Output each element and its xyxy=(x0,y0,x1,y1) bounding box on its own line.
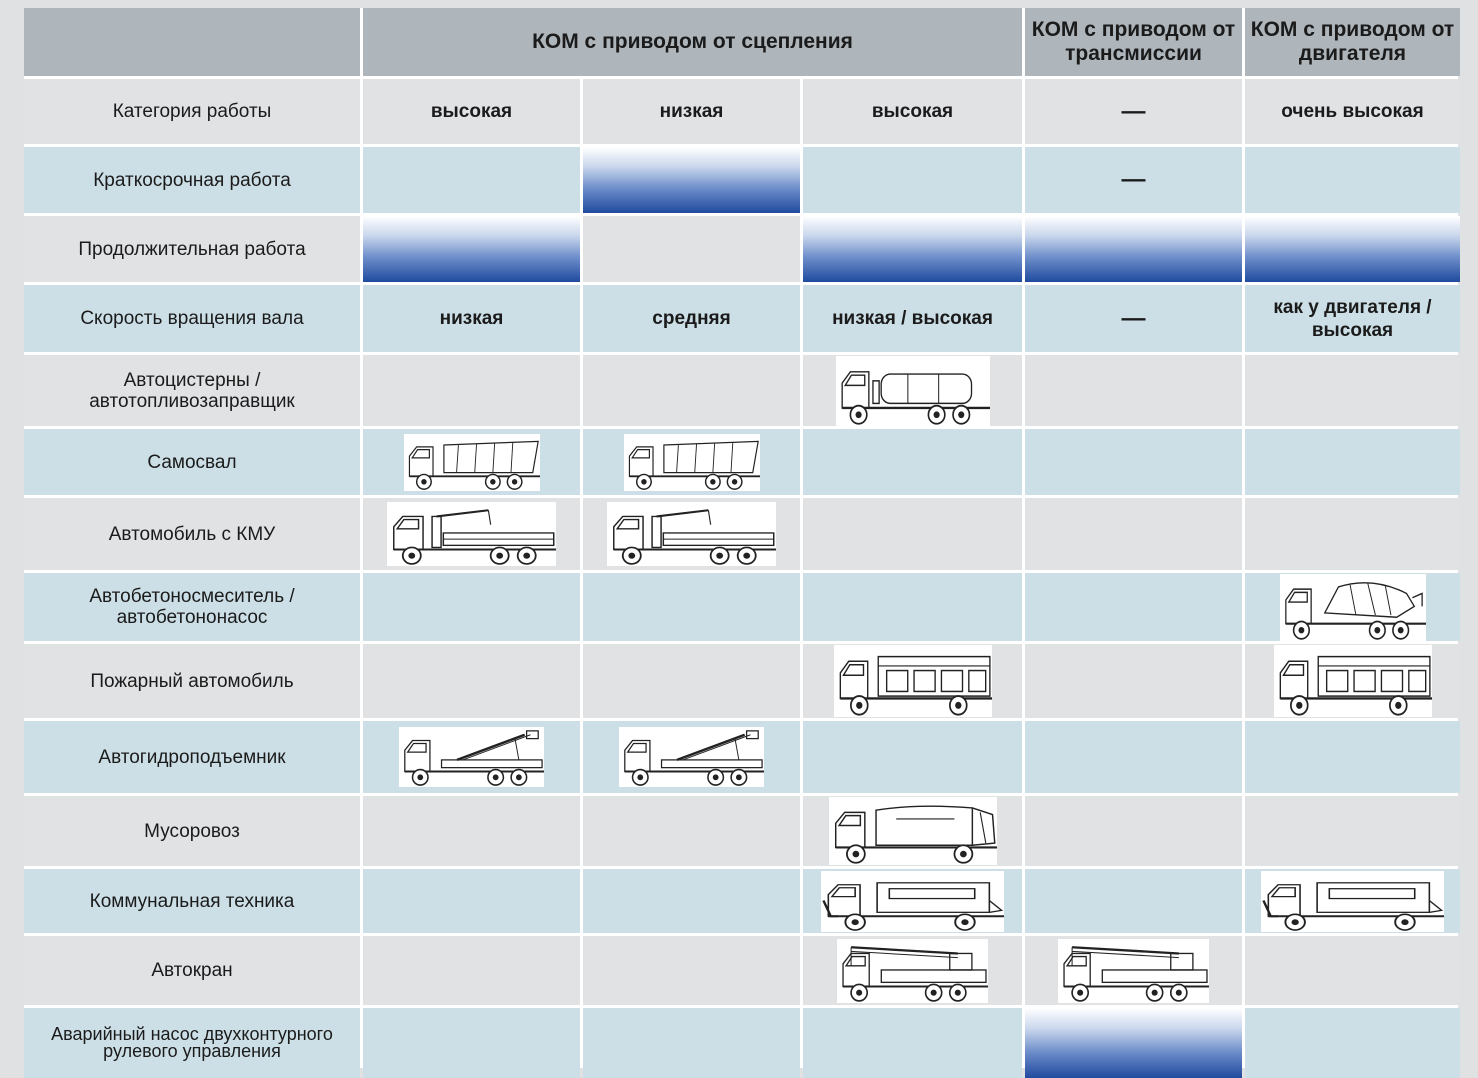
empty-cell xyxy=(803,147,1022,213)
aerial-platform-truck-icon xyxy=(399,727,544,787)
empty-cell xyxy=(583,936,800,1005)
shaft-speed-value: низкая xyxy=(363,285,580,352)
header-engine-pto: КОМ с приводом от двигателя xyxy=(1245,8,1460,76)
row-label-long-term: Продолжительная работа xyxy=(24,216,360,282)
empty-cell xyxy=(803,498,1022,570)
row-label-tanker: Автоцистерны / автотопливозаправщик xyxy=(24,355,360,426)
row-label-truck-crane: Автокран xyxy=(24,936,360,1005)
vehicle-cell xyxy=(803,796,1022,866)
category-value: низкая xyxy=(583,79,800,144)
empty-cell xyxy=(803,1008,1022,1078)
empty-cell xyxy=(583,796,800,866)
empty-cell xyxy=(363,355,580,426)
vehicle-cell xyxy=(583,498,800,570)
pto-comparison-table xyxy=(24,8,1458,1068)
header-clutch-pto: КОМ с приводом от сцепления xyxy=(363,8,1022,76)
empty-cell xyxy=(363,573,580,641)
municipal-truck-icon xyxy=(1261,871,1444,932)
vehicle-cell xyxy=(363,721,580,793)
empty-cell xyxy=(1245,498,1460,570)
municipal-truck-icon xyxy=(821,871,1004,932)
category-value: высокая xyxy=(803,79,1022,144)
truck-crane-icon xyxy=(837,939,988,1003)
garbage-truck-icon xyxy=(829,797,997,865)
category-value: — xyxy=(1025,79,1242,144)
empty-cell xyxy=(363,869,580,933)
header-transmission-pto: КОМ с приводом от трансмиссии xyxy=(1025,8,1242,76)
vehicle-cell xyxy=(803,869,1022,933)
crane-manipulator-truck-icon xyxy=(387,502,556,566)
empty-cell xyxy=(1025,498,1242,570)
vehicle-cell xyxy=(363,498,580,570)
empty-cell xyxy=(363,147,580,213)
suitability-mark xyxy=(1025,1008,1242,1078)
empty-cell xyxy=(363,936,580,1005)
empty-cell xyxy=(803,429,1022,495)
category-value: высокая xyxy=(363,79,580,144)
vehicle-cell xyxy=(583,721,800,793)
empty-cell xyxy=(583,644,800,718)
vehicle-cell xyxy=(1245,573,1460,641)
crane-manipulator-truck-icon xyxy=(607,502,776,566)
empty-cell xyxy=(803,573,1022,641)
empty-cell xyxy=(363,644,580,718)
dash-value: — xyxy=(1025,147,1242,213)
vehicle-cell xyxy=(583,429,800,495)
row-label-fire-truck: Пожарный автомобиль xyxy=(24,644,360,718)
empty-cell xyxy=(1025,429,1242,495)
row-label-category: Категория работы xyxy=(24,79,360,144)
suitability-mark xyxy=(583,147,800,213)
header-empty-cell xyxy=(24,8,360,76)
dump-truck-icon xyxy=(624,434,760,491)
tanker-truck-icon xyxy=(836,356,990,426)
vehicle-cell xyxy=(1245,869,1460,933)
shaft-speed-value: низкая / высокая xyxy=(803,285,1022,352)
dump-truck-icon xyxy=(404,434,540,491)
row-label-garbage-truck: Мусоровоз xyxy=(24,796,360,866)
vehicle-cell xyxy=(1245,644,1460,718)
aerial-platform-truck-icon xyxy=(619,727,764,787)
empty-cell xyxy=(583,355,800,426)
row-label-aerial-platform: Автогидроподъемник xyxy=(24,721,360,793)
empty-cell xyxy=(1245,936,1460,1005)
empty-cell xyxy=(363,796,580,866)
suitability-mark xyxy=(363,216,580,282)
empty-cell xyxy=(583,573,800,641)
empty-cell xyxy=(1245,429,1460,495)
empty-cell xyxy=(1025,721,1242,793)
vehicle-cell xyxy=(1025,936,1242,1005)
empty-cell xyxy=(583,869,800,933)
row-label-dump-truck: Самосвал xyxy=(24,429,360,495)
fire-truck-icon xyxy=(834,645,992,717)
shaft-speed-value: как у двигателя / высокая xyxy=(1245,285,1460,352)
vehicle-cell xyxy=(803,936,1022,1005)
empty-cell xyxy=(1245,355,1460,426)
row-label-crane-manipulator: Автомобиль с КМУ xyxy=(24,498,360,570)
shaft-speed-value: средняя xyxy=(583,285,800,352)
fire-truck-icon xyxy=(1274,645,1432,717)
empty-cell xyxy=(363,1008,580,1078)
empty-cell xyxy=(1025,796,1242,866)
vehicle-cell xyxy=(803,355,1022,426)
concrete-mixer-truck-icon xyxy=(1280,574,1426,641)
category-value: очень высокая xyxy=(1245,79,1460,144)
empty-cell xyxy=(1245,796,1460,866)
row-label-municipal: Коммунальная техника xyxy=(24,869,360,933)
suitability-mark xyxy=(1245,216,1460,282)
empty-cell xyxy=(1245,1008,1460,1078)
empty-cell xyxy=(583,216,800,282)
truck-crane-icon xyxy=(1058,939,1209,1003)
empty-cell xyxy=(1025,869,1242,933)
suitability-mark xyxy=(1025,216,1242,282)
empty-cell xyxy=(583,1008,800,1078)
vehicle-cell xyxy=(803,644,1022,718)
row-label-concrete: Автобетоносмеситель / автобетононасос xyxy=(24,573,360,641)
row-label-emergency-pump: Аварийный насос двухконтурного рулевого управления xyxy=(24,1008,360,1078)
empty-cell xyxy=(803,721,1022,793)
row-label-shaft-speed: Скорость вращения вала xyxy=(24,285,360,352)
empty-cell xyxy=(1025,355,1242,426)
vehicle-cell xyxy=(363,429,580,495)
row-label-short-term: Краткосрочная работа xyxy=(24,147,360,213)
empty-cell xyxy=(1025,644,1242,718)
shaft-speed-value: — xyxy=(1025,285,1242,352)
empty-cell xyxy=(1025,573,1242,641)
suitability-mark xyxy=(803,216,1022,282)
empty-cell xyxy=(1245,721,1460,793)
empty-cell xyxy=(1245,147,1460,213)
